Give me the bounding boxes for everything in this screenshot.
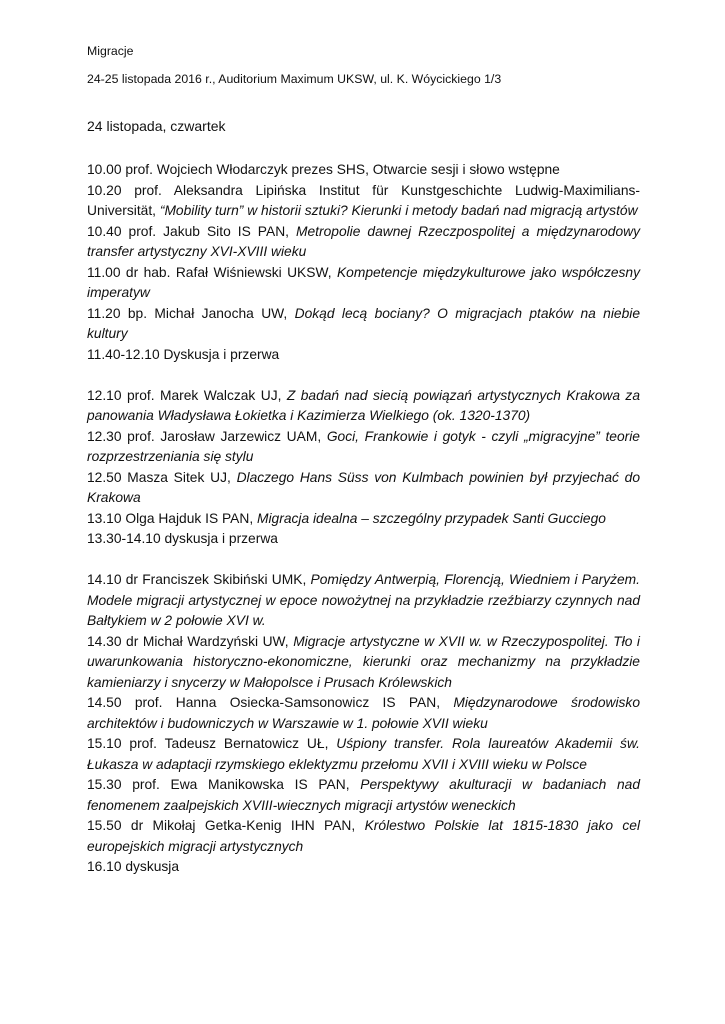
item-lead: 13.30-14.10 dyskusja i przerwa: [87, 531, 278, 546]
item-lead: 12.50 Masza Sitek UJ,: [87, 469, 237, 485]
item-talk-title: Międzynarodowe środowisko architektów i budowniczych w Warszawie w 1. połowie XVII wieku: [87, 695, 640, 731]
schedule-item: [87, 816, 640, 857]
item-talk-title: Goci, Frankowie i gotyk - czyli „migracyjne” teorie rozprzestrzeniania się stylu: [87, 428, 640, 464]
item-lead: 10.20 prof. Aleksandra Lipińska Institut für Kunstgeschichte Ludwig-Maximilians-Universität,: [87, 182, 640, 218]
item-talk-title: Migracja idealna – szczególny przypadek Santi Gucciego: [257, 510, 606, 526]
schedule-item: [87, 468, 640, 509]
schedule-item: [87, 345, 640, 366]
schedule-item: [87, 181, 640, 222]
item-talk-title: “Mobility turn” w historii sztuki? Kierunki i metody badań nad migracją artystów: [159, 203, 638, 218]
item-talk-title: Perspektywy akulturacji w badaniach nad fenomenem zaalpejskich XVIII-wiecznych migracji artystów weneckich: [87, 777, 640, 813]
item-talk-title: Dlaczego Hans Süss von Kulmbach powinien był przyjechać do Krakowa: [87, 469, 640, 505]
schedule-item: [87, 734, 640, 775]
schedule-item: [87, 775, 640, 816]
item-lead: 10.00 prof. Wojciech Włodarczyk prezes SHS, Otwarcie sesji i słowo wstępne: [87, 162, 560, 177]
session-gap: [87, 550, 640, 571]
document-title: Migracje: [87, 44, 134, 58]
schedule-item: [87, 693, 640, 734]
item-talk-title: Kompetencje międzykulturowe jako współczesny imperatyw: [87, 264, 640, 300]
item-lead: 14.10 dr Franciszek Skibiński UMK,: [87, 572, 311, 587]
schedule: [87, 160, 640, 878]
schedule-item: [87, 509, 640, 530]
session-gap: [87, 365, 640, 386]
schedule-item: [87, 304, 640, 345]
item-talk-title: Migracje artystyczne w XVII w. w Rzeczypospolitej. Tło i uwarunkowania historyczno-ekonomiczne, kierunki oraz mechanizmy na przykładzie kamieniarzy i snycerzy w Małopolsce i Prusach Królewskich: [87, 633, 640, 690]
item-lead: 11.20 bp. Michał Janocha UW,: [87, 305, 295, 321]
item-lead: 15.30 prof. Ewa Manikowska IS PAN,: [87, 777, 361, 792]
item-talk-title: Dokąd lecą bociany? O migracjach ptaków na niebie kultury: [87, 305, 640, 341]
venue-line: 24-25 listopada 2016 r., Auditorium Maximum UKSW, ul. K. Wóycickiego 1/3: [87, 72, 502, 86]
schedule-item: [87, 570, 640, 632]
item-lead: 11.40-12.10 Dyskusja i przerwa: [87, 346, 280, 362]
schedule-item: [87, 427, 640, 468]
schedule-item: [87, 857, 640, 878]
item-lead: 15.50 dr Mikołaj Getka-Kenig IHN PAN,: [87, 818, 365, 833]
schedule-item: [87, 386, 640, 427]
schedule-item: [87, 222, 640, 263]
item-talk-title: Królestwo Polskie lat 1815-1830 jako cel europejskich migracji artystycznych: [87, 818, 641, 854]
item-lead: 11.00 dr hab. Rafał Wiśniewski UKSW,: [87, 264, 337, 280]
schedule-item: [87, 529, 640, 550]
item-lead: 12.10 prof. Marek Walczak UJ,: [87, 387, 287, 403]
item-lead: 15.10 prof. Tadeusz Bernatowicz UŁ,: [87, 736, 337, 751]
schedule-item: [87, 263, 640, 304]
item-lead: 10.40 prof. Jakub Sito IS PAN,: [87, 223, 296, 239]
item-lead: 14.50 prof. Hanna Osiecka-Samsonowicz IS PAN,: [87, 695, 454, 710]
item-lead: 16.10 dyskusja: [87, 859, 180, 874]
item-talk-title: Metropolie dawnej Rzeczpospolitej a międzynarodowy transfer artystyczny XVI-XVIII wieku: [87, 223, 640, 259]
item-talk-title: Z badań nad siecią powiązań artystycznych Krakowa za panowania Władysława Łokietka i Kazimierza Wielkiego (ok. 1320-1370): [87, 387, 640, 423]
item-lead: 14.30 dr Michał Wardzyński UW,: [87, 633, 294, 649]
schedule-item: [87, 160, 640, 181]
schedule-item: [87, 632, 640, 694]
item-lead: 13.10 Olga Hajduk IS PAN,: [87, 510, 257, 526]
item-talk-title: Uśpiony transfer. Rola laureatów Akademii św. Łukasza w adaptacji rzymskiego eklektyzmu przełomu XVII i XVIII wieku w Polsce: [87, 736, 640, 772]
item-talk-title: Pomiędzy Antwerpią, Florencją, Wiedniem i Paryżem. Modele migracji artystycznej w epoce nowożytnej na przykładzie rzeźbiarzy czynnych nad Bałtykiem w 2 połowie XVI w.: [87, 572, 641, 628]
day-heading: 24 listopada, czwartek: [87, 118, 226, 134]
item-lead: 12.30 prof. Jarosław Jarzewicz UAM,: [87, 428, 327, 444]
